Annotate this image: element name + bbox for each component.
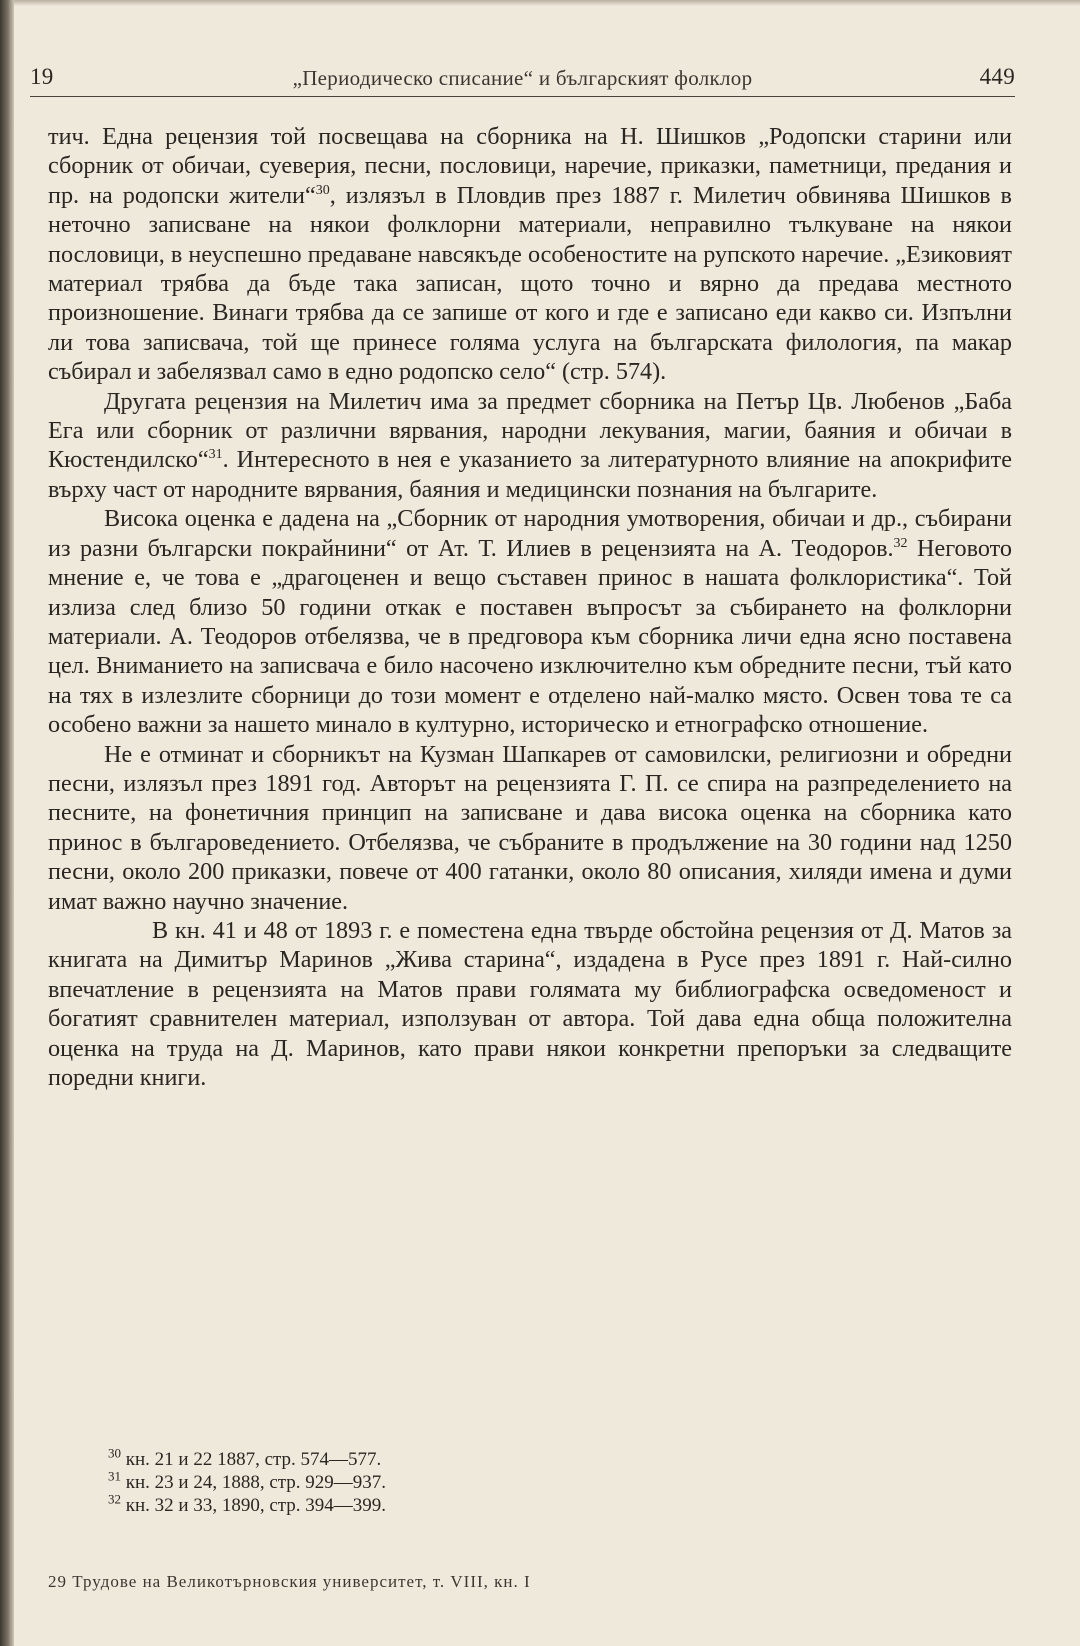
paragraph-5 <box>48 916 1012 1092</box>
footnote-number: 32 <box>108 1491 121 1507</box>
paragraph-4 <box>48 740 1012 916</box>
paragraph-text: Другата рецензия на Милетич има за предмет сборника на Петър Цв. Любенов „Баба Ега или сборник от различни вярвания, народни лекувания, магии, баяния и обичаи в Кюстендилско“ <box>48 387 1012 474</box>
book-spine-shadow <box>0 0 14 1646</box>
paragraph-text: Висока оценка е дадена на „Сборник от народния умотворения, обичаи и др., събирани из разни български покрайнини“ от Ат. Т. Илиев в рецензията на А. Теодоров. <box>48 505 1012 562</box>
paragraph-text: В кн. 41 и 48 от 1893 г. е поместена една твърде обстойна рецензия от Д. Матов за книгата на Димитър Маринов „Жива старина“, издадена в Русе през 1891 г. Най-силно впечатление в рецензията на Матов прави голямата му библиографска осведоменост и богатият сравнителен материал, използуван от автора. Той дава една обща положителна оценка на труда на Д. Маринов, като прави някои конкретни препоръки за следващите поредни книги. <box>48 916 1012 1091</box>
paragraph-text-tail: Неговото мнение е, че това е „драгоценен и вещо съставен принос в нашата фолклористика“. Той излиза след близо 50 години откак е поставен въпросът за събирането на фолклорни материали. А. Теодоров отбелязва, че в предговора към сборника личи една ясно поставена цел. Вниманието на записвача е било насочено изключително към обредните песни, тъй като на тях в излезлите сборници до този момент е отделено най-малко място. Освен това те са особено важни за нашето минало в културно, историческо и етнографско отношение. <box>48 534 1012 739</box>
footnotes <box>108 1445 708 1517</box>
body-text <box>48 122 1012 1092</box>
footnote-30 <box>108 1445 708 1471</box>
header-left-number: 19 <box>30 64 54 89</box>
footnote-32 <box>108 1491 708 1517</box>
paragraph-text-tail: . Интересното в нея е указанието за литературното влияние на апокрифите върху част от народните вярвания, баяния и медицински познания на българите. <box>48 446 1012 503</box>
page-top-edge <box>14 0 1080 6</box>
footnote-number: 30 <box>108 1445 121 1461</box>
printer-signature <box>48 1572 1012 1592</box>
footnote-31 <box>108 1468 708 1494</box>
paragraph-3 <box>48 504 1012 739</box>
signature-text: 29 Трудове на Великотърновския университет, т. VIII, кн. I <box>48 1572 531 1591</box>
paragraph-2 <box>48 387 1012 505</box>
footnote-ref-30: 30 <box>315 182 330 198</box>
footnote-text: кн. 32 и 33, 1890, стр. 394—399. <box>125 1495 387 1516</box>
paragraph-text: тич. Една рецензия той посвещава на сборника на Н. Шишков „Родопски старини или сборник от обичаи, суеверия, песни, пословици, наречие, приказки, паметници, предания и пр. на родопски жители“ <box>48 123 1012 209</box>
footnote-ref-31: 31 <box>208 447 223 463</box>
footnote-text: кн. 23 и 24, 1888, стр. 929—937. <box>125 1472 387 1493</box>
footnote-number: 31 <box>108 1468 121 1484</box>
paragraph-text-tail: , излязъл в Пловдив през 1887 г. Милетич обвинява Шишков в неточно записване на някои фолклорни материали, неправилно тълкуване на някои пословици, в неуспешно предаване навсякъде особеностите на рупското наречие. „Езиковият материал трябва да бъде така записан, щото точно и вярно да предава местното произношение. Винаги трябва да се запише от кого и где е записано еди какво си. Изпълни ли това записвача, той ще принесе голяма услуга на българската филология, па макар събирал и забелязвал само в едно родопско село“ (стр. 574). <box>48 181 1012 386</box>
page-number: 449 <box>979 64 1015 89</box>
paragraph-text: Не е отминат и сборникът на Кузман Шапкарев от самовилски, религиозни и обредни песни, излязъл през 1891 год. Авторът на рецензията Г. П. се спира на разпределението на песните, на фонетичния принцип на записване и дава висока оценка на сборника като принос в българоведението. Отбелязва, че събраните в продължение на 30 години над 1250 песни, около 200 приказки, повече от 400 гатанки, около 80 описания, хиляди имена и думи имат важно научно значение. <box>48 740 1012 915</box>
running-header <box>30 62 1015 97</box>
paragraph-1 <box>48 122 1012 387</box>
footnote-text: кн. 21 и 22 1887, стр. 574—577. <box>125 1449 382 1470</box>
footnote-ref-32: 32 <box>893 535 908 551</box>
running-title: „Периодическо списание“ и българският фолклор <box>292 66 753 90</box>
